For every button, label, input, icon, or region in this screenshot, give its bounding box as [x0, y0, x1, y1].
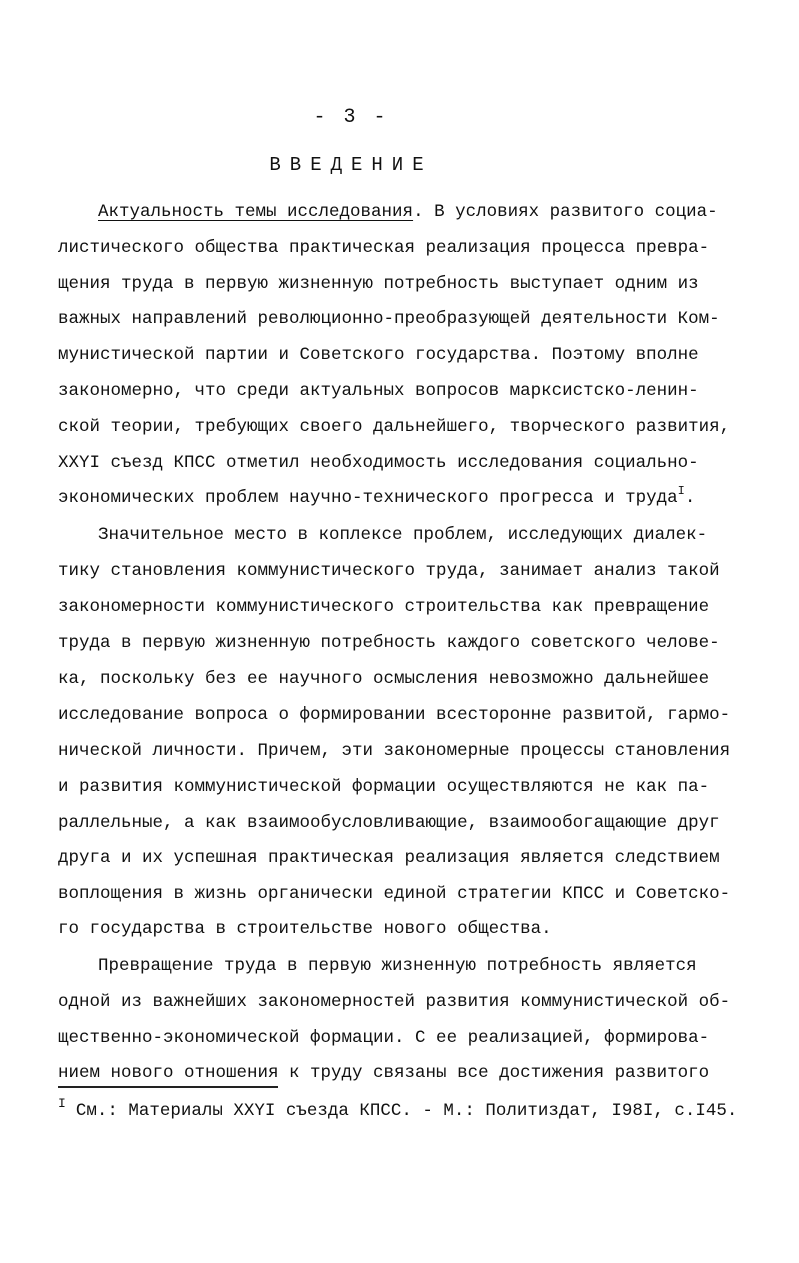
paragraph-1-line-4: важных направлений революционно-преобразующей деятельности Ком- — [58, 309, 720, 329]
footnote-reference: I — [677, 484, 685, 498]
paragraph-2-line-12: го государства в строительстве нового общества. — [58, 919, 552, 939]
paragraph-2-line-2: тику становления коммунистического труда, занимает анализ такой — [58, 561, 720, 581]
paragraph-2-line-4: труда в первую жизненную потребность каждого советского челове- — [58, 633, 720, 653]
paragraph-1-line-1: Актуальность темы исследования. В условиях развитого социа- — [98, 202, 718, 222]
paragraph-3-line-2: одной из важнейших закономерностей развития коммунистической об- — [58, 992, 731, 1012]
paragraph-2-line-5: ка, поскольку без ее научного осмысления невозможно дальнейшее — [58, 669, 710, 689]
paragraph-1-line-5: мунистической партии и Советского государства. Поэтому вполне — [58, 345, 699, 365]
paragraph-1-line-3: щения труда в первую жизненную потребность выступает одним из — [58, 274, 699, 294]
paragraph-3-line-3: щественно-экономической формации. С ее реализацией, формирова- — [58, 1028, 710, 1048]
topic-relevance-term: Актуальность темы исследования — [98, 202, 414, 222]
footnote-text: См.: Материалы XXYI съезда КПСС. - М.: Политиздат, I98I, с.I45. — [75, 1101, 738, 1121]
paragraph-1-line-7: ской теории, требующих своего дальнейшего, творческого развития, — [58, 417, 731, 437]
paragraph-3-line-4: нием нового отношения к труду связаны все достижения развитого — [58, 1063, 710, 1083]
section-heading: ВВЕДЕНИЕ — [269, 154, 433, 176]
page-number: - 3 - — [313, 106, 389, 129]
paragraph-2-line-11: воплощения в жизнь органически единой стратегии КПСС и Советско- — [58, 884, 731, 904]
paragraph-2-line-3: закономерности коммунистического строительства как превращение — [58, 597, 710, 617]
paragraph-1-line-6: закономерно, что среди актуальных вопросов марксистско-ленин- — [58, 381, 699, 401]
paragraph-2-line-6: исследование вопроса о формировании всесторонне развитой, гармо- — [58, 705, 731, 725]
paragraph-2-line-8: и развития коммунистической формации осуществляются не как па- — [58, 777, 710, 797]
paragraph-2-line-10: друга и их успешная практическая реализация является следствием — [58, 848, 720, 868]
footnote-mark: I — [58, 1096, 66, 1111]
paragraph-1-line-2: листического общества практическая реализация процесса превра- — [58, 238, 710, 258]
paragraph-2-line-1: Значительное место в коплексе проблем, исследующих диалек- — [98, 525, 708, 545]
paragraph-3-line-1: Превращение труда в первую жизненную потребность является — [98, 956, 697, 976]
footnote-divider — [58, 1086, 278, 1088]
paragraph-1-line-8: XXYI съезд КПСС отметил необходимость исследования социально- — [58, 453, 699, 473]
footnote — [58, 1096, 738, 1122]
paragraph-1-line-9: экономических проблем научно-технического прогресса и труда$^I$. — [58, 484, 696, 508]
paragraph-2-line-9: раллельные, а как взаимообусловливающие, взаимообогащающие друг — [58, 813, 720, 833]
paragraph-2-line-7: нической личности. Причем, эти закономерные процессы становления — [58, 741, 731, 761]
